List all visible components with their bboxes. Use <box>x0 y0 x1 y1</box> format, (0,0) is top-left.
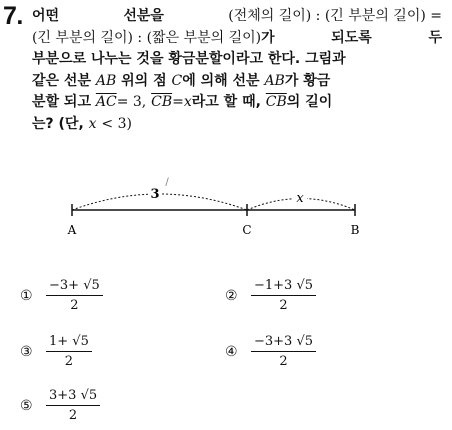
stem-line-4: 같은 선분 AB 위의 점 C에 의해 선분 AB가 황금 <box>32 72 331 89</box>
stem-line-6: 는? (단, x < 3) <box>32 115 132 132</box>
segment-figure <box>60 175 370 240</box>
segment-cb: $\overline{CB}$ <box>151 94 173 110</box>
arc-label-x: x <box>296 191 304 206</box>
tick-mark: / <box>165 177 169 188</box>
question-number: 7. <box>3 2 23 30</box>
stem-line-5: 분할 되고 $\overline{AC}= 3$, $\overline{CB}=x$라고 할 때, $\overline{CB}$의 길이 <box>32 94 333 110</box>
choice-4[interactable]: ④ $\frac{-3+3 √5}{2}$ <box>225 334 316 369</box>
choice-2[interactable]: ② $\frac{-1+3 √5}{2}$ <box>225 278 316 313</box>
segment-ac: $\overline{AC}$ <box>95 94 117 110</box>
choice-5[interactable]: ⑤ $\frac{3+3 √5}{2}$ <box>20 388 100 423</box>
arc-label-3: 3 <box>150 187 160 202</box>
choice-1[interactable]: ① $\frac{-3+ √5}{2}$ <box>20 278 103 313</box>
point-label-a: A <box>67 223 77 237</box>
choice-3[interactable]: ③ $\frac{1+ √5}{2}$ <box>20 334 92 369</box>
stem-line-3: 부분으로 나누는 것을 황금분할이라고 한다. 그림과 <box>32 51 346 67</box>
stem-line-1: 어떤 선분을 (전체의 길이) : (긴 부분의 길이) = <box>32 8 442 24</box>
stem-line-2: (긴 부분의 길이) : (짧은 부분의 길이)가 되도록 두 <box>32 29 442 46</box>
point-label-b: B <box>350 223 360 237</box>
question-stem <box>32 6 442 135</box>
point-label-c: C <box>242 223 252 237</box>
